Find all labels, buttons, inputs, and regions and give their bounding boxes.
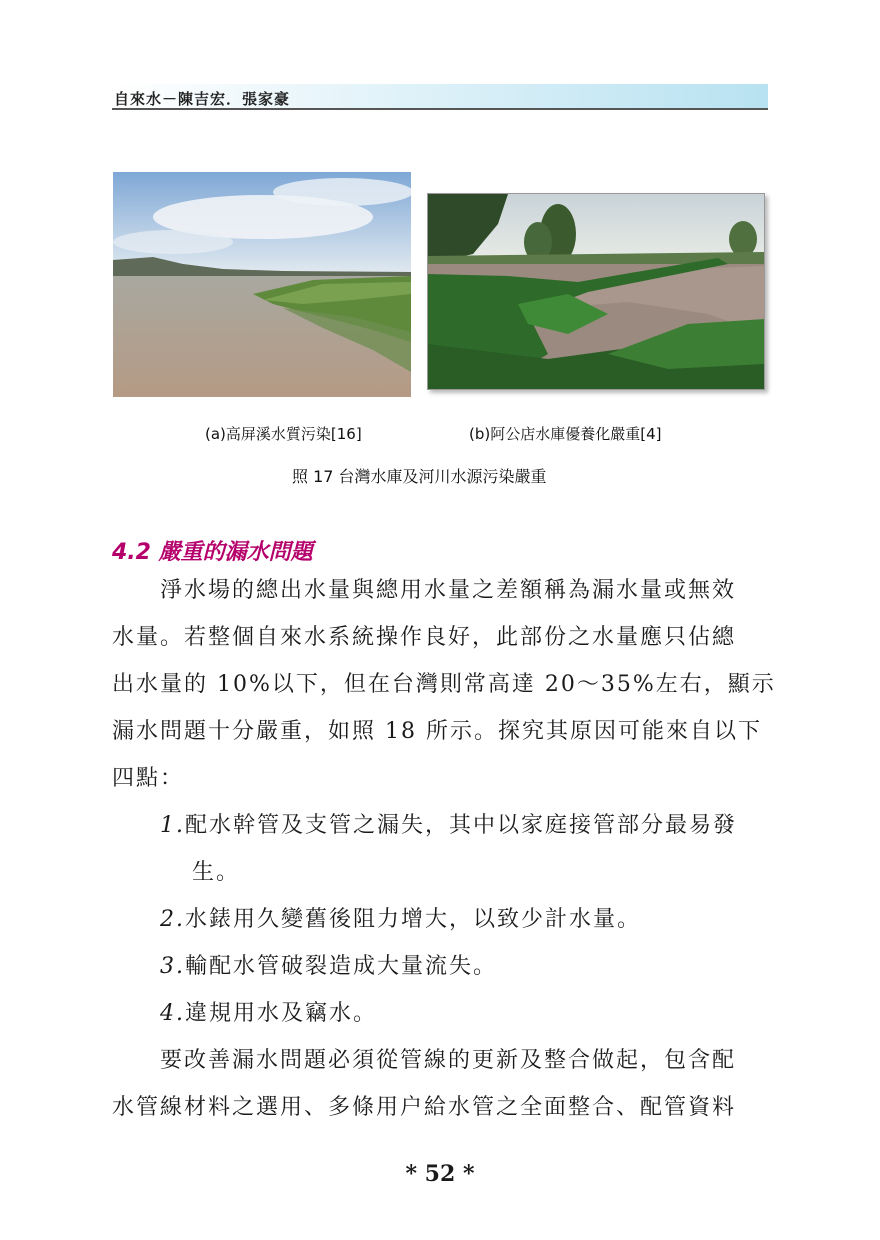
paragraph-line: 水管線材料之選用、多條用户給水管之全面整合、配管資料 bbox=[112, 1095, 737, 1120]
paragraph-line: 水量。若整個自來水系統操作良好，此部份之水量應只佔總 bbox=[112, 625, 737, 650]
figure-title: 照 17 台灣水庫及河川水源污染嚴重 bbox=[292, 467, 547, 486]
section-heading: 4.2 嚴重的漏水問題 bbox=[112, 540, 313, 565]
list-item-3 bbox=[160, 956, 820, 978]
list-item-2 bbox=[160, 909, 820, 931]
list-text: 輸配水管破裂造成大量流失。 bbox=[185, 954, 498, 979]
paragraph-line: 要改善漏水問題必須從管線的更新及整合做起，包含配 bbox=[160, 1048, 737, 1073]
list-item-4 bbox=[160, 1003, 820, 1025]
photo-kaoping-river bbox=[113, 172, 411, 397]
paragraph-line: 出水量的 10%以下，但在台灣則常高達 20～35%左右，顯示 bbox=[112, 672, 776, 697]
list-text: 配水幹管及支管之漏失，其中以家庭接管部分最易發 bbox=[185, 813, 738, 838]
paragraph-line: 漏水問題十分嚴重，如照 18 所示。探究其原因可能來自以下 bbox=[112, 719, 762, 744]
list-text: 水錶用久變舊後阻力增大，以致少計水量。 bbox=[185, 907, 642, 932]
list-number: 2. bbox=[160, 907, 185, 932]
paragraph-line: 四點： bbox=[112, 766, 185, 791]
list-number: 3. bbox=[160, 954, 185, 979]
caption-photo-a: (a)高屏溪水質污染[16] bbox=[205, 425, 362, 443]
list-number: 4. bbox=[160, 1001, 185, 1026]
list-item-1 bbox=[160, 815, 820, 837]
paragraph-line: 淨水場的總出水量與總用水量之差額稱為漏水量或無效 bbox=[160, 578, 737, 603]
page-number: * 52 * bbox=[405, 1161, 475, 1187]
list-item-1-continued: 生。 bbox=[192, 860, 241, 885]
running-header: 自來水－陳吉宏．張家豪 bbox=[114, 90, 291, 108]
header-rule bbox=[112, 108, 768, 110]
photo-agongdian-reservoir bbox=[427, 193, 765, 390]
list-text: 違規用水及竊水。 bbox=[185, 1001, 378, 1026]
list-number: 1. bbox=[160, 813, 185, 838]
caption-photo-b: (b)阿公店水庫優養化嚴重[4] bbox=[469, 425, 662, 443]
